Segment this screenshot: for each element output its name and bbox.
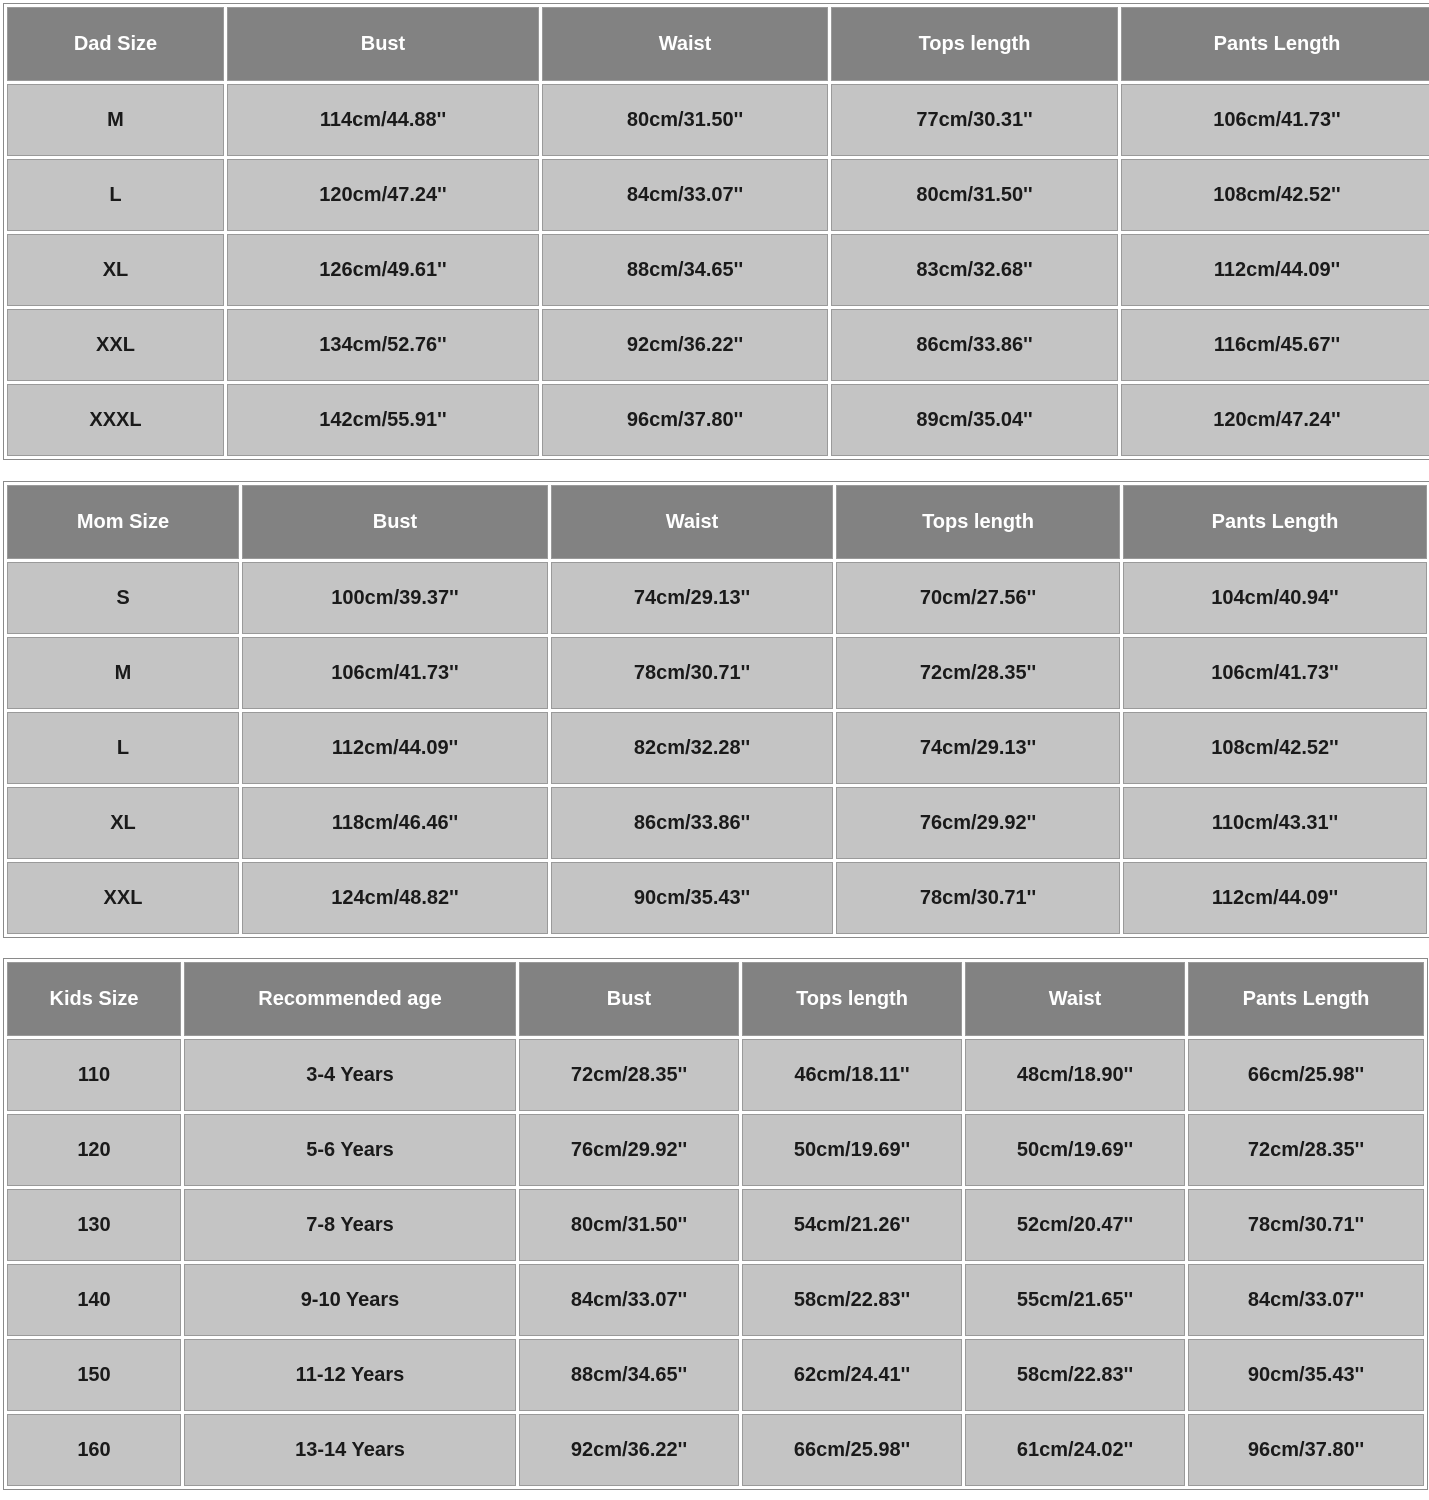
- dad-pants-length-cell: 116cm/45.67'': [1121, 309, 1429, 381]
- mom-header-tops-length: Tops length: [836, 485, 1120, 559]
- mom-waist-cell: 82cm/32.28'': [551, 712, 833, 784]
- dad-size-cell: XXL: [7, 309, 224, 381]
- dad-waist-cell: 80cm/31.50'': [542, 84, 828, 156]
- dad-bust-cell: 120cm/47.24'': [227, 159, 539, 231]
- table-row: [7, 1039, 1424, 1111]
- kids-age-cell: 5-6 Years: [184, 1114, 516, 1186]
- kids-pants-length-cell: 84cm/33.07'': [1188, 1264, 1424, 1336]
- mom-size-cell: L: [7, 712, 239, 784]
- mom-waist-cell: 74cm/29.13'': [551, 562, 833, 634]
- kids-header-row: [7, 962, 1424, 1036]
- table-row: [7, 787, 1427, 859]
- dad-tops-length-cell: 80cm/31.50'': [831, 159, 1118, 231]
- mom-tops-length-cell: 74cm/29.13'': [836, 712, 1120, 784]
- table-row: [7, 159, 1429, 231]
- dad-tops-length-cell: 86cm/33.86'': [831, 309, 1118, 381]
- dad-waist-cell: 84cm/33.07'': [542, 159, 828, 231]
- dad-bust-cell: 134cm/52.76'': [227, 309, 539, 381]
- dad-header-pants-length: Pants Length: [1121, 7, 1429, 81]
- mom-header-pants-length: Pants Length: [1123, 485, 1427, 559]
- dad-size-table: [3, 3, 1429, 460]
- dad-waist-cell: 96cm/37.80'': [542, 384, 828, 456]
- kids-header-recommended-age: Recommended age: [184, 962, 516, 1036]
- table-row: [7, 84, 1429, 156]
- dad-tops-length-cell: 83cm/32.68'': [831, 234, 1118, 306]
- mom-header-row: [7, 485, 1427, 559]
- dad-bust-cell: 126cm/49.61'': [227, 234, 539, 306]
- dad-pants-length-cell: 120cm/47.24'': [1121, 384, 1429, 456]
- mom-pants-length-cell: 110cm/43.31'': [1123, 787, 1427, 859]
- dad-tops-length-cell: 77cm/30.31'': [831, 84, 1118, 156]
- dad-bust-cell: 114cm/44.88'': [227, 84, 539, 156]
- table-row: [7, 384, 1429, 456]
- dad-size-cell: M: [7, 84, 224, 156]
- dad-bust-cell: 142cm/55.91'': [227, 384, 539, 456]
- table-row: [7, 1114, 1424, 1186]
- dad-header-row: [7, 7, 1429, 81]
- kids-age-cell: 13-14 Years: [184, 1414, 516, 1486]
- dad-pants-length-cell: 108cm/42.52'': [1121, 159, 1429, 231]
- kids-waist-cell: 52cm/20.47'': [965, 1189, 1185, 1261]
- kids-pants-length-cell: 78cm/30.71'': [1188, 1189, 1424, 1261]
- kids-header-waist: Waist: [965, 962, 1185, 1036]
- mom-tops-length-cell: 72cm/28.35'': [836, 637, 1120, 709]
- mom-size-cell: XXL: [7, 862, 239, 934]
- mom-size-table: [3, 481, 1429, 938]
- kids-tops-length-cell: 46cm/18.11'': [742, 1039, 962, 1111]
- mom-pants-length-cell: 106cm/41.73'': [1123, 637, 1427, 709]
- kids-tops-length-cell: 62cm/24.41'': [742, 1339, 962, 1411]
- kids-header-tops-length: Tops length: [742, 962, 962, 1036]
- mom-size-cell: S: [7, 562, 239, 634]
- kids-tops-length-cell: 58cm/22.83'': [742, 1264, 962, 1336]
- kids-size-table: [3, 958, 1428, 1490]
- table-row: [7, 637, 1427, 709]
- mom-pants-length-cell: 104cm/40.94'': [1123, 562, 1427, 634]
- table-row: [7, 1189, 1424, 1261]
- dad-header-size: Dad Size: [7, 7, 224, 81]
- kids-pants-length-cell: 96cm/37.80'': [1188, 1414, 1424, 1486]
- kids-pants-length-cell: 90cm/35.43'': [1188, 1339, 1424, 1411]
- mom-pants-length-cell: 108cm/42.52'': [1123, 712, 1427, 784]
- kids-size-cell: 150: [7, 1339, 181, 1411]
- kids-age-cell: 9-10 Years: [184, 1264, 516, 1336]
- kids-age-cell: 7-8 Years: [184, 1189, 516, 1261]
- mom-waist-cell: 90cm/35.43'': [551, 862, 833, 934]
- table-row: [7, 1414, 1424, 1486]
- dad-header-waist: Waist: [542, 7, 828, 81]
- kids-waist-cell: 55cm/21.65'': [965, 1264, 1185, 1336]
- mom-header-bust: Bust: [242, 485, 548, 559]
- kids-header-size: Kids Size: [7, 962, 181, 1036]
- dad-header-bust: Bust: [227, 7, 539, 81]
- mom-bust-cell: 118cm/46.46'': [242, 787, 548, 859]
- table-row: [7, 862, 1427, 934]
- kids-age-cell: 3-4 Years: [184, 1039, 516, 1111]
- kids-size-cell: 140: [7, 1264, 181, 1336]
- kids-age-cell: 11-12 Years: [184, 1339, 516, 1411]
- dad-pants-length-cell: 112cm/44.09'': [1121, 234, 1429, 306]
- dad-header-tops-length: Tops length: [831, 7, 1118, 81]
- mom-bust-cell: 106cm/41.73'': [242, 637, 548, 709]
- table-row: [7, 562, 1427, 634]
- dad-waist-cell: 92cm/36.22'': [542, 309, 828, 381]
- dad-waist-cell: 88cm/34.65'': [542, 234, 828, 306]
- mom-header-size: Mom Size: [7, 485, 239, 559]
- kids-bust-cell: 72cm/28.35'': [519, 1039, 739, 1111]
- kids-tops-length-cell: 54cm/21.26'': [742, 1189, 962, 1261]
- mom-bust-cell: 100cm/39.37'': [242, 562, 548, 634]
- mom-size-cell: XL: [7, 787, 239, 859]
- kids-size-cell: 110: [7, 1039, 181, 1111]
- table-row: [7, 309, 1429, 381]
- dad-size-cell: XL: [7, 234, 224, 306]
- kids-tops-length-cell: 66cm/25.98'': [742, 1414, 962, 1486]
- kids-header-pants-length: Pants Length: [1188, 962, 1424, 1036]
- mom-bust-cell: 112cm/44.09'': [242, 712, 548, 784]
- kids-pants-length-cell: 66cm/25.98'': [1188, 1039, 1424, 1111]
- dad-size-cell: XXXL: [7, 384, 224, 456]
- mom-tops-length-cell: 70cm/27.56'': [836, 562, 1120, 634]
- dad-pants-length-cell: 106cm/41.73'': [1121, 84, 1429, 156]
- mom-tops-length-cell: 76cm/29.92'': [836, 787, 1120, 859]
- table-row: [7, 1264, 1424, 1336]
- mom-size-cell: M: [7, 637, 239, 709]
- mom-bust-cell: 124cm/48.82'': [242, 862, 548, 934]
- kids-size-cell: 130: [7, 1189, 181, 1261]
- dad-tops-length-cell: 89cm/35.04'': [831, 384, 1118, 456]
- kids-bust-cell: 84cm/33.07'': [519, 1264, 739, 1336]
- mom-pants-length-cell: 112cm/44.09'': [1123, 862, 1427, 934]
- kids-waist-cell: 48cm/18.90'': [965, 1039, 1185, 1111]
- kids-size-cell: 120: [7, 1114, 181, 1186]
- kids-waist-cell: 58cm/22.83'': [965, 1339, 1185, 1411]
- kids-bust-cell: 88cm/34.65'': [519, 1339, 739, 1411]
- kids-bust-cell: 80cm/31.50'': [519, 1189, 739, 1261]
- table-row: [7, 234, 1429, 306]
- dad-size-cell: L: [7, 159, 224, 231]
- kids-tops-length-cell: 50cm/19.69'': [742, 1114, 962, 1186]
- kids-bust-cell: 92cm/36.22'': [519, 1414, 739, 1486]
- kids-waist-cell: 61cm/24.02'': [965, 1414, 1185, 1486]
- kids-pants-length-cell: 72cm/28.35'': [1188, 1114, 1424, 1186]
- mom-waist-cell: 78cm/30.71'': [551, 637, 833, 709]
- kids-waist-cell: 50cm/19.69'': [965, 1114, 1185, 1186]
- kids-header-bust: Bust: [519, 962, 739, 1036]
- table-row: [7, 712, 1427, 784]
- mom-tops-length-cell: 78cm/30.71'': [836, 862, 1120, 934]
- kids-bust-cell: 76cm/29.92'': [519, 1114, 739, 1186]
- table-row: [7, 1339, 1424, 1411]
- mom-header-waist: Waist: [551, 485, 833, 559]
- mom-waist-cell: 86cm/33.86'': [551, 787, 833, 859]
- kids-size-cell: 160: [7, 1414, 181, 1486]
